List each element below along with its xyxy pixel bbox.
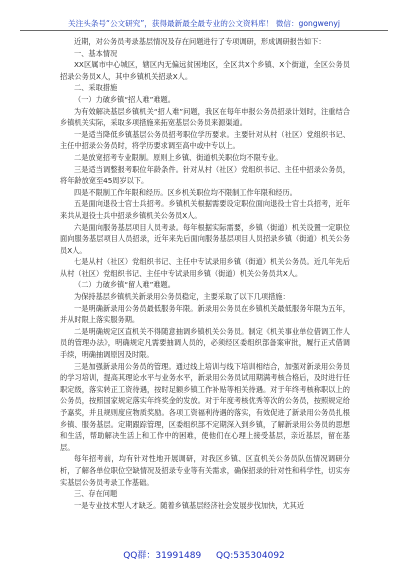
problem-paragraph: 一是专业技术型人才缺乏。随着乡镇基层经济社会发展步伐加快，尤其近 xyxy=(74,500,305,510)
measure-paragraph: 四是不限制工作年限和经历。区乡机关职位均不限制工作年限和经历。 xyxy=(74,187,297,197)
measure-paragraph: 七是从村（社区）党组织书记、主任中专试录用乡镇（街道）机关公务员。近几年先后从村（社区）党组织书记、主任中专试录用乡镇（街道）机关公务员共X人。 xyxy=(60,257,350,278)
retain-intro-paragraph: 为保持基层乡镇机关新录用公务员稳定，主要采取了以下几项措施： xyxy=(74,292,290,302)
section-heading-basic: 一、基本情况 xyxy=(74,48,118,58)
measure-paragraph: 五是面向退役士官士兵招考。乡镇机关根据需要设定职位面向退役士官士兵招考，近年来共从退役士兵中招录乡镇机关公务员X人。 xyxy=(60,199,350,220)
subheading-recruit: （一）力破乡镇“招人难”难题。 xyxy=(74,94,175,104)
basic-situation-paragraph: XX区属市中心城区，辖区内无偏远贫困地区，全区共X个乡镇、X个街道，全区公务员招录公务员X人，其中乡镇机关招录X人。 xyxy=(60,60,350,81)
recruit-intro-paragraph: 为有效解决基层乡镇机关“招人难”问题，我区在每年申报公务员招录计划时，注重结合乡镇机关实际，采取多项措施来拓宽基层公务员来源渠道。 xyxy=(60,106,350,128)
measure-paragraph: 一是适当降低乡镇基层公务员招考职位学历要求。主要针对从村（社区）党组织书记、主任中招录公务员时，将学历要求调至高中或中专以上。 xyxy=(60,129,350,151)
measure-paragraph: 二是放宽招考专业限制。原则上乡镇、街道机关职位均不限专业。 xyxy=(74,152,283,162)
subheading-retain: （二）力破乡镇“留人难”难题。 xyxy=(74,280,175,290)
document-body xyxy=(60,36,350,511)
header-banner: 关注头条号“公文研究”，获得最新最全最专业的公文资料库！ 微信：gongwenyj xyxy=(68,19,340,28)
footer-contact xyxy=(0,548,408,561)
qq-group-text: QQ群：31991489 xyxy=(123,551,202,561)
qq-number-text: QQ:535304092 xyxy=(216,551,285,561)
measure-paragraph: 一是明确新录用公务员最低服务年限。新录用公务员在乡镇机关最低服务年限为五年，并从时限上落实服务期。 xyxy=(60,303,350,325)
section-heading-problems: 三、存在问题 xyxy=(74,489,118,499)
intro-paragraph: 近期，对公务员考录基层情况及存在问题进行了专项调研，形成调研报告如下： xyxy=(74,37,326,46)
measure-paragraph: 三是加强新录用公务员的管理。通过线上培训与线下培训相结合，加强对新录用公务员的学习培训，提高其理论水平与业务水平，新录用公务员试用期满考核合格后，及时进行任职定级，落实转正工资待遇，按时足额乡镇工作补贴等相关待遇。对于年终考核称职以上的公务员，按照国家规定落实年终奖金的发放。对于年度考核优秀等次的公务员，按照规定给予嘉奖，并且规则度应物质奖励。各项工资福利待遇的落实，有效促进了新录用公务员扎根乡镇、服务基层。定期跟踪管理，区委组织部不定期深入到乡镇，了解新录用公务员的思想和生活，帮助解决生活上和工作中的困难，使他们在心理上接受基层，亲近基层，留在基层。 xyxy=(60,361,350,452)
measure-paragraph: 三是适当调整报考职位年龄条件。针对从村（社区）党组织书记、主任中招录公务员，将年龄放宽至45周岁以下。 xyxy=(60,164,350,186)
research-paragraph: 每年招考前，均有针对性地开展调研，对我区乡镇、区直机关公务员队伍情况调研分析，了解各单位职位空缺情况及招录专业等有关需求，确保招录的针对性和科学性，切实夯实基层公务员考录工作基础。 xyxy=(60,454,350,487)
section-heading-measures: 二、采取措施 xyxy=(74,83,118,93)
measure-paragraph: 六是面向服务基层项目人员考录。每年根据实际需要，乡镇（街道）机关设置一定职位面向服务基层项目人员招录，近年来先后面向服务基层项目人员招录乡镇（街道）机关公务员X人。 xyxy=(60,222,350,255)
measure-paragraph: 二是明确规定区直机关不得随意抽调乡镇机关公务员。制定《机关事业单位借调工作人员的管理办法》，明确规定凡需要抽调人员的，必须经区委组织部备案审批，履行正式借调手续，明确抽调原因及时限。 xyxy=(60,326,350,360)
header-divider xyxy=(20,30,388,31)
